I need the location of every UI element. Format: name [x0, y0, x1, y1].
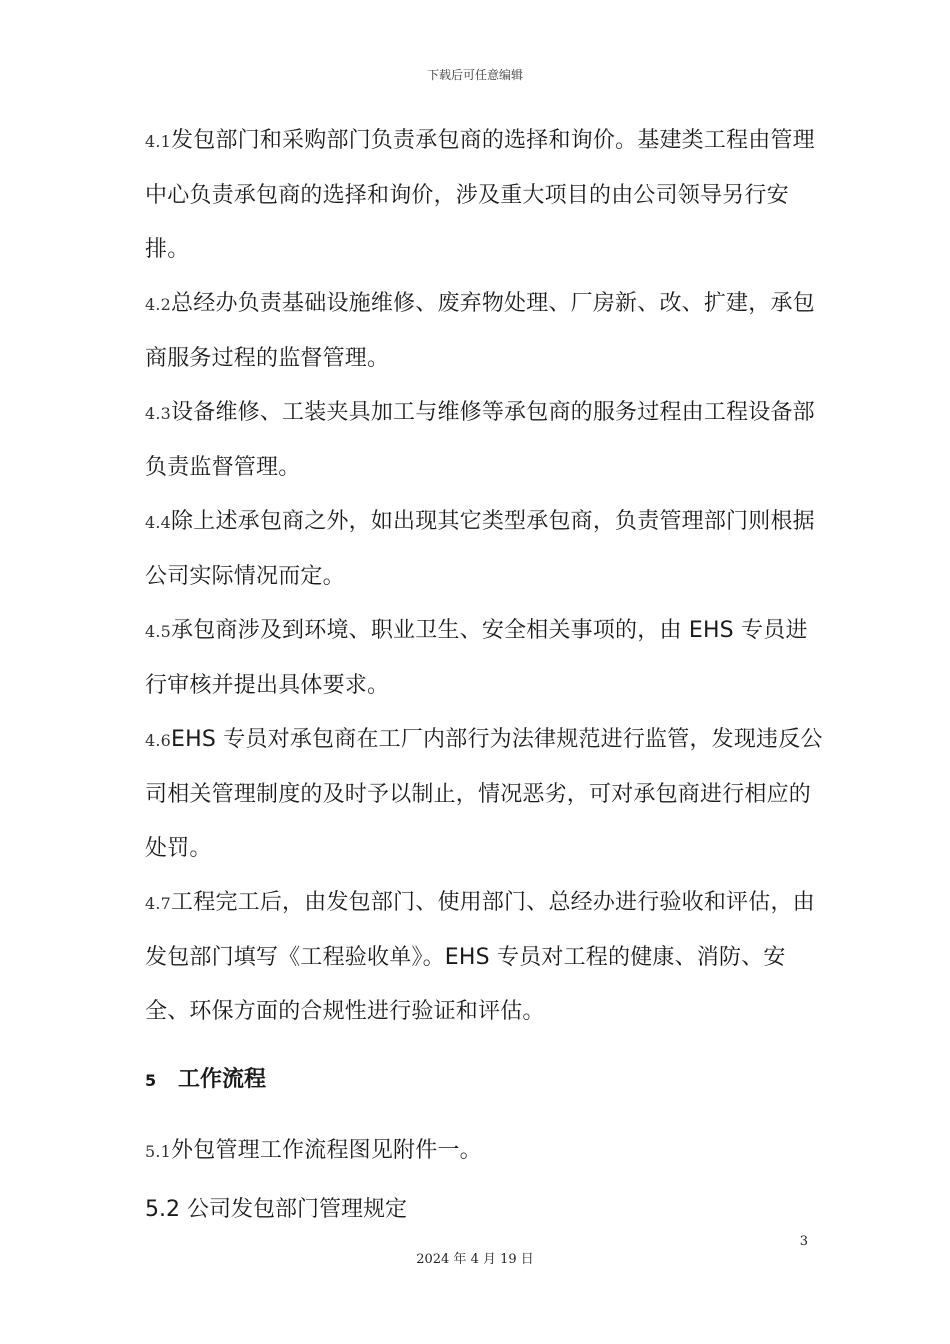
section-5-heading: [145, 1053, 825, 1108]
clause-number: 4.2: [145, 295, 172, 314]
section-title: 工作流程: [178, 1067, 267, 1092]
section-number: 5: [145, 1071, 157, 1090]
clause-text: EHS 专员对承包商在工厂内部行为法律规范进行监管，发现违反公司相关管理制度的及时予以制止，情况恶劣，可对承包商进行相应的处罚。: [145, 727, 823, 861]
paragraph-4-1: [145, 114, 825, 277]
page-number: 3: [799, 1234, 808, 1249]
clause-text: 工程完工后，由发包部门、使用部门、总经办进行验收和评估，由发包部门填写《工程验收单》。EHS 专员对工程的健康、消防、安全、环保方面的合规性进行验证和评估。: [145, 890, 815, 1024]
paragraph-4-2: [145, 277, 825, 386]
clause-number: 4.3: [145, 404, 172, 423]
header-note: 下载后可任意编辑: [426, 68, 523, 82]
clause-text: 除上述承包商之外，如出现其它类型承包商，负责管理部门则根据公司实际情况而定。: [145, 509, 815, 589]
clause-number: 4.7: [145, 894, 172, 913]
clause-number: 4.5: [145, 622, 172, 641]
clause-number: 5.1: [145, 1142, 172, 1161]
clause-text: 发包部门和采购部门负责承包商的选择和询价。基建类工程由管理中心负责承包商的选择和询价，涉及重大项目的由公司领导另行安排。: [145, 128, 815, 262]
paragraph-4-4: [145, 495, 825, 604]
document-body: [145, 114, 825, 1237]
clause-number: 4.1: [145, 132, 172, 151]
clause-text: 设备维修、工装夹具加工与维修等承包商的服务过程由工程设备部负责监督管理。: [145, 400, 815, 480]
paragraph-4-3: [145, 386, 825, 495]
paragraph-4-7: [145, 876, 825, 1039]
clause-text: 总经办负责基础设施维修、废弃物处理、厂房新、改、扩建，承包商服务过程的监督管理。: [145, 291, 815, 371]
clause-text: 外包管理工作流程图见附件一。: [171, 1138, 482, 1163]
subsection-5-2-heading: 5.2 公司发包部门管理规定: [145, 1197, 407, 1222]
paragraph-4-5: [145, 604, 825, 713]
clause-text: 承包商涉及到环境、职业卫生、安全相关事项的，由 EHS 专员进行审核并提出具体要求。: [145, 618, 808, 698]
paragraph-5-1: [145, 1124, 825, 1179]
clause-number: 4.6: [145, 731, 172, 750]
paragraph-4-6: [145, 713, 825, 876]
footer-date: 2024 年 4 月 19 日: [416, 1252, 534, 1267]
clause-number: 4.4: [145, 513, 172, 532]
